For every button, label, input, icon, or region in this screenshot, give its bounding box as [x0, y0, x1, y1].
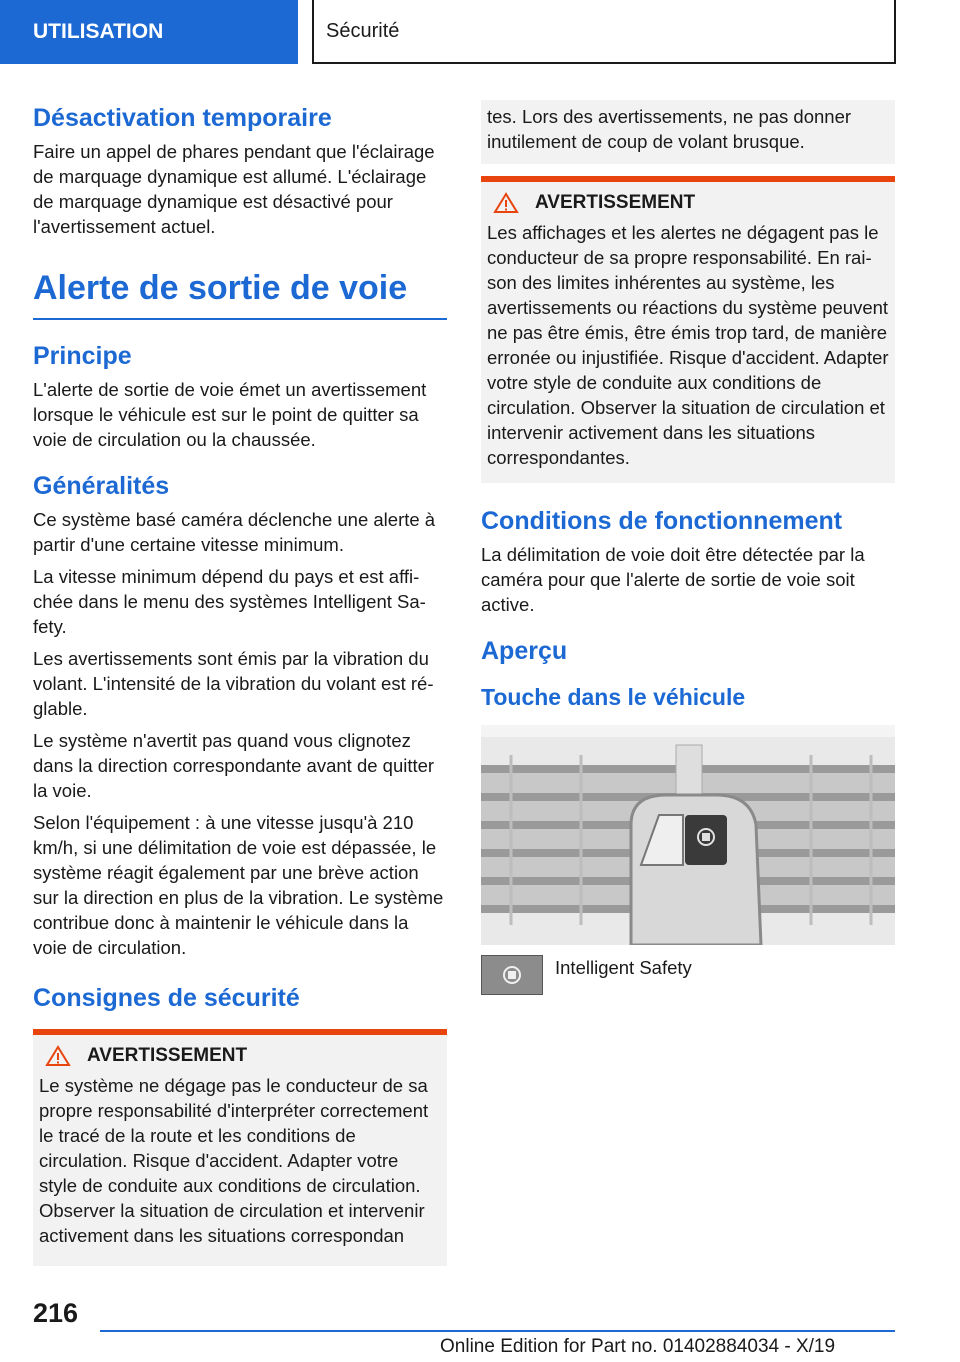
left-column [33, 100, 447, 1266]
topic-tab [312, 0, 896, 64]
topic-title: Sécurité [326, 19, 400, 42]
para-generalites-5: Selon l'équipement : à une vitesse jusqu'à 210 km/h, si une délimitation de voie est dépassée, le système réagit également par une brève action sur la direction en plus de la vibration. Le système contribue donc à maintenir le véhicule dans la voie de circulation. [33, 812, 444, 958]
section-title: UTILISATION [33, 20, 164, 43]
heading-generalites: Généralités [33, 472, 170, 500]
para-generalites-3: Les avertissements sont émis par la vibration du volant. L'intensité de la vibration du volant est réglable. [33, 648, 434, 719]
footer-edition: Online Edition for Part no. 01402884034 - X/19 [440, 1336, 836, 1357]
heading-touche: Touche dans le véhicule [481, 684, 746, 710]
warning-box-2 [481, 176, 895, 483]
button-legend [481, 955, 895, 995]
footer-rule [100, 1330, 895, 1332]
warning-text-1: Le système ne dégage pas le conducteur de sa propre responsabilité d'interpréter correctement le tracé de la route et les conditions de circulation. Risque d'accident. Adapter votre style de conduite aux conditions de circulation. Observer la situation de circulation et intervenir activement dans les situations correspondan [39, 1075, 429, 1246]
para-desactivation: Faire un appel de phares pendant que l'éclairage de marquage dynamique est allumé. L'éclairage de marquage dynamique est désactivé pour l'avertissement actuel. [33, 141, 435, 237]
heading-consignes: Consignes de sécurité [33, 984, 300, 1012]
warning-box-1 [33, 1029, 447, 1266]
heading-alerte-sortie-voie: Alerte de sortie de voie [33, 269, 447, 320]
vehicle-button-photo [481, 725, 895, 945]
intelligent-safety-icon [481, 955, 543, 995]
button-label: Intelligent Safety [555, 957, 692, 978]
right-column [481, 100, 895, 995]
page-number: 216 [33, 1298, 79, 1328]
para-conditions: La délimitation de voie doit être détectée par la caméra pour que l'alerte de sortie de voie soit active. [481, 544, 865, 615]
para-generalites-4: Le système n'avertit pas quand vous clignotez dans la direction correspondante avant de quitter la voie. [33, 730, 435, 801]
warning-text-2: Les affichages et les alertes ne dégagent pas le conducteur de sa propre responsabilité. En raison des limites inhérentes au système, les avertissements ou réactions du système peuvent ne pas être émis, être émis trop tard, de manière erronée ou injustifiée. Risque d'accident. Adapter votre style de conduite aux conditions de circulation. Observer la situation de circulation et intervenir activement dans les situations correspondantes. [487, 222, 889, 468]
warning-title: AVERTISSEMENT [39, 1045, 441, 1067]
warning-text-1-continued: tes. Lors des avertissements, ne pas donner inutilement de coup de volant brusque. [487, 106, 852, 152]
warning-triangle-icon [45, 1045, 71, 1067]
para-generalites-1: Ce système basé caméra déclenche une alerte à partir d'une certaine vitesse minimum. [33, 509, 436, 555]
warning-triangle-icon [493, 192, 519, 214]
heading-desactivation: Désactivation temporaire [33, 104, 332, 132]
section-tab [0, 0, 298, 64]
warning-title: AVERTISSEMENT [487, 192, 889, 214]
heading-principe: Principe [33, 342, 132, 370]
para-generalites-2: La vitesse minimum dépend du pays et est affichée dans le menu des systèmes Intelligent Safety. [33, 566, 426, 637]
heading-conditions: Conditions de fonctionnement [481, 507, 843, 535]
para-principe: L'alerte de sortie de voie émet un avertissement lorsque le véhicule est sur le point de quitter sa voie de circulation ou la chaussée. [33, 379, 427, 450]
warning-box-1-continued [481, 100, 895, 164]
heading-apercu: Aperçu [481, 637, 568, 665]
